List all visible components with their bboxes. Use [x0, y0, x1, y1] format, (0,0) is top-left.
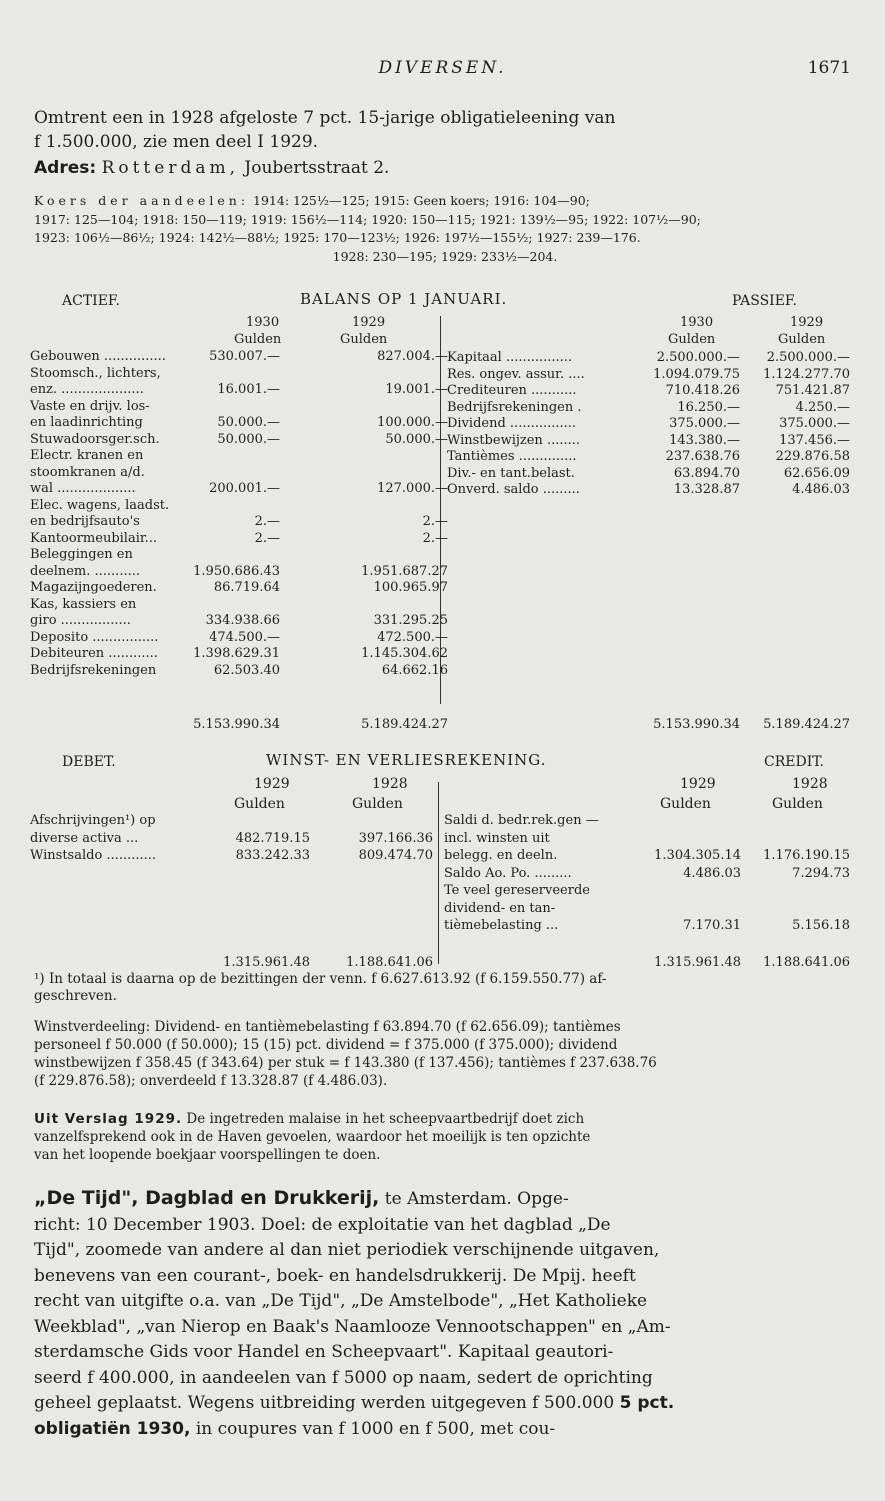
pl-right-unit-1: Gulden: [660, 796, 711, 812]
balance-passief-row-label: Winstbewijzen ........: [447, 432, 580, 448]
de-tijd-line-3: Tijd", zoomede van andere al dan niet periodiek verschijnende uitgaven,: [34, 1240, 660, 1260]
pl-credit-heading: CREDIT.: [764, 754, 824, 770]
balance-actief-row-label: Gebouwen ...............: [30, 349, 166, 364]
footnote-line-1: ¹) In totaal is daarna op de bezittingen der venn. f 6.627.613.92 (f 6.159.550.77) af-: [34, 971, 607, 987]
pl-credit-row-label: Saldi d. bedr.rek.gen —: [444, 813, 599, 828]
company-name: „De Tijd", Dagblad en Drukkerij,: [34, 1187, 380, 1209]
balance-passief-row-value-a: 16.250.—: [677, 399, 740, 415]
balance-passief-row-value-a: 63.894.70: [673, 465, 740, 481]
balance-total-right-a: 5.153.990.34: [653, 717, 740, 732]
report-excerpt-line-2: vanzelfsprekend ook in de Haven gevoelen, waardoor het moeilijk is ten opzichte: [34, 1129, 591, 1145]
balance-passief-row-value-b: 375.000.—: [779, 416, 850, 431]
balance-actief-row-label: Kantoormeubilair...: [30, 530, 158, 546]
de-tijd-line-1: te Amsterdam. Opge-: [384, 1189, 569, 1209]
balance-actief-row-label: stoomkranen a/d.: [30, 464, 145, 480]
balance-passief-row-value-a: 13.328.87: [673, 482, 740, 497]
balance-actief-row-label: Stuwadoorsger.sch.: [30, 431, 160, 447]
footnote-line-2: geschreven.: [34, 988, 117, 1004]
pl-credit-row-label: belegg. en deeln.: [444, 848, 558, 863]
balance-passief-row-value-b: 1.124.277.70: [763, 366, 850, 382]
pl-credit-row-label: tièmebelasting ...: [444, 918, 559, 933]
balance-actief-row-value-a: 474.500.—: [209, 629, 280, 645]
pl-right-year-1: 1929: [680, 776, 716, 792]
balance-passief-row-value-a: 2.500.000.—: [656, 350, 740, 365]
balance-actief-row-label: Deposito ................: [30, 629, 159, 645]
balance-actief-row-value-b: 1.951.687.27: [361, 563, 448, 579]
balance-passief-row-label: Onverd. saldo .........: [447, 482, 580, 497]
balance-passief-row-label: Tantièmes ..............: [447, 449, 577, 464]
pl-credit-row-value-b: 1.176.190.15: [763, 848, 850, 863]
address-city: Rotterdam,: [101, 158, 239, 178]
balance-actief-row-value-a: 1.950.686.43: [193, 563, 280, 579]
de-tijd-entry: [34, 1186, 856, 1442]
de-tijd-line-8: seerd f 400.000, in aandeelen van f 5000 op naam, sedert de oprichting: [34, 1367, 653, 1388]
balance-passief-row-label: Kapitaal ................: [447, 350, 573, 365]
balance-actief-row-label: Beleggingen en: [30, 547, 133, 562]
footnote: [34, 971, 856, 1005]
balance-passief-row-value-b: 4.486.03: [792, 482, 850, 497]
page-number: 1671: [807, 58, 851, 78]
balance-actief-row-value-b: 331.295.25: [373, 613, 448, 628]
pl-debet-row-value-a: 833.242.33: [235, 848, 310, 863]
report-excerpt-label: Uit Verslag 1929.: [34, 1111, 183, 1127]
pl-credit-row-value-a: 1.304.305.14: [654, 848, 741, 863]
share-prices-line-4: 1928: 230—195; 1929: 233½—204.: [332, 248, 558, 264]
pl-right-unit-2: Gulden: [772, 796, 823, 812]
share-prices: [34, 192, 856, 266]
balance-actief-row-label: Stoomsch., lichters,: [30, 365, 161, 381]
pl-total-right-a: 1.315.961.48: [654, 955, 741, 970]
balance-passief-row-label: Res. ongev. assur. ....: [447, 366, 585, 382]
balance-passief-row-value-a: 710.418.26: [665, 383, 740, 398]
pl-title: WINST- EN VERLIESREKENING.: [266, 751, 547, 769]
de-tijd-line-4: benevens van een courant-, boek- en handelsdrukkerij. De Mpij. heeft: [34, 1265, 636, 1286]
balance-actief-row-value-a: 200.001.—: [209, 481, 280, 496]
balance-left-unit-1: Gulden: [234, 332, 282, 347]
de-tijd-line-7: sterdamsche Gids voor Handel en Scheepvaart". Kapitaal geautori-: [34, 1342, 614, 1362]
pl-left-unit-1: Gulden: [234, 796, 285, 812]
balance-actief-row-value-b: 2.—: [422, 530, 448, 546]
balance-actief-heading: ACTIEF.: [62, 293, 120, 309]
pl-credit-row-value-a: 7.170.31: [683, 918, 741, 933]
pl-credit-row-label: Te veel gereserveerde: [444, 883, 590, 898]
balance-actief-row-label: Kas, kassiers en: [30, 596, 137, 612]
report-excerpt: [34, 1110, 856, 1164]
pl-right-year-2: 1928: [792, 776, 828, 792]
balance-passief-row-value-a: 237.638.76: [665, 449, 740, 464]
pl-left-year-1: 1929: [254, 776, 290, 792]
balance-right-unit-1: Gulden: [668, 332, 716, 347]
balance-actief-row-value-b: 2.—: [422, 514, 448, 529]
profit-distribution-line-2: personeel f 50.000 (f 50.000); 15 (15) pct. dividend = f 375.000 (f 375.000); dividend: [34, 1037, 618, 1053]
balance-right-unit-2: Gulden: [778, 332, 826, 347]
report-excerpt-line-3: van het loopende boekjaar voorspellingen te doen.: [34, 1147, 381, 1163]
balance-passief-row-value-b: 137.456.—: [779, 432, 850, 448]
pl-debet-row-label: diverse activa ...: [30, 830, 139, 846]
pl-left-unit-2: Gulden: [352, 796, 403, 812]
balance-actief-row-label: en bedrijfsauto's: [30, 514, 140, 529]
balance-right-year-1: 1930: [680, 315, 714, 330]
balance-actief-row-label: enz. ....................: [30, 382, 144, 397]
pl-credit-row-label: dividend- en tan-: [444, 900, 556, 916]
pl-credit-row-value-b: 7.294.73: [792, 865, 850, 881]
pl-left-year-2: 1928: [372, 776, 408, 792]
balance-actief-row-label: en laadinrichting: [30, 415, 143, 430]
balance-actief-row-value-b: 827.004.—: [377, 349, 448, 364]
pl-credit-row-label: incl. winsten uit: [444, 830, 550, 846]
profit-distribution-line-1: Winstverdeeling: Dividend- en tantièmebelasting f 63.894.70 (f 62.656.09); tantièmes: [34, 1019, 621, 1035]
balance-actief-row-value-a: 334.938.66: [205, 613, 280, 628]
balance-actief-row-label: Elec. wagens, laadst.: [30, 497, 170, 513]
profit-distribution-line-3: winstbewijzen f 358.45 (f 343.64) per stuk = f 143.380 (f 137.456); tantièmes f 237.638.76: [34, 1055, 657, 1071]
balance-actief-row-value-a: 86.719.64: [213, 580, 280, 595]
share-prices-label: Koers der aandeelen:: [34, 193, 250, 208]
balance-actief-row-value-b: 100.000.—: [377, 415, 448, 430]
report-excerpt-line-1: De ingetreden malaise in het scheepvaartbedrijf doet zich: [186, 1111, 585, 1127]
balance-actief-row-value-b: 100.965.97: [373, 580, 448, 595]
balance-actief-row-value-b: 472.500.—: [377, 629, 448, 645]
pl-credit-row-value-b: 5.156.18: [792, 918, 850, 933]
balance-actief-row-value-b: 127.000.—: [377, 481, 448, 496]
share-prices-line-1: 1914: 125½—125; 1915: Geen koers; 1916: 104—90;: [253, 193, 590, 208]
address-label: Adres:: [34, 158, 97, 178]
balance-actief-row-label: Electr. kranen en: [30, 448, 144, 463]
pl-credit-row-label: Saldo Ao. Po. .........: [444, 865, 572, 881]
balance-actief-row-label: Bedrijfsrekeningen: [30, 662, 157, 678]
balance-actief-row-value-b: 64.662.16: [381, 662, 448, 678]
balance-left-year-1: 1930: [246, 315, 280, 330]
pl-debet-row-value-b: 809.474.70: [358, 848, 433, 863]
balance-passief-row-value-b: 2.500.000.—: [766, 350, 850, 365]
balance-actief-row-value-b: 50.000.—: [385, 431, 448, 447]
address-street: Joubertsstraat 2.: [244, 158, 390, 178]
profit-distribution-line-4: (f 229.876.58); onverdeeld f 13.328.87 (f 4.486.03).: [34, 1073, 388, 1089]
pl-total-right-b: 1.188.641.06: [763, 955, 850, 970]
share-prices-line-3: 1923: 106½—86½; 1924: 142½—88½; 1925: 170—123½; 1926: 197½—155½; 1927: 239—176.: [34, 230, 641, 245]
balance-actief-row-value-a: 2.—: [254, 530, 280, 546]
balance-passief-row-value-a: 375.000.—: [669, 416, 740, 431]
balance-actief-row-value-b: 19.001.—: [385, 382, 448, 397]
balance-actief-row-value-b: 1.145.304.62: [361, 646, 448, 661]
balance-passief-row-value-b: 62.656.09: [783, 465, 850, 481]
running-title: DIVERSEN.: [378, 58, 507, 78]
pl-debet-heading: DEBET.: [62, 754, 116, 770]
balance-passief-heading: PASSIEF.: [732, 293, 797, 309]
pl-credit-row-value-a: 4.486.03: [683, 865, 741, 881]
balance-passief-row-label: Crediteuren ...........: [447, 383, 577, 398]
pl-divider: [438, 782, 439, 964]
balance-actief-row-label: Magazijngoederen.: [30, 580, 157, 595]
balance-actief-row-label: deelnem. ...........: [30, 563, 140, 579]
intro-line-1: Omtrent een in 1928 afgeloste 7 pct. 15-jarige obligatieleening van: [34, 108, 616, 128]
share-prices-line-2: 1917: 125—104; 1918: 150—119; 1919: 156½—114; 1920: 150—115; 1921: 139½—95; 1922: 107½—90;: [34, 211, 701, 227]
intro-line-2: f 1.500.000, zie men deel I 1929.: [34, 132, 319, 152]
pl-total-left-b: 1.188.641.06: [346, 955, 433, 970]
balance-actief-row-value-a: 1.398.629.31: [193, 646, 280, 661]
de-tijd-line-6: Weekblad", „van Nierop en Baak's Naamlooze Vennootschappen" en „Am-: [34, 1316, 671, 1337]
pl-debet-row-label: Winstsaldo ............: [30, 848, 157, 863]
pl-debet-row-value-b: 397.166.36: [358, 830, 433, 846]
balance-passief-row-value-a: 1.094.079.75: [653, 366, 740, 382]
de-tijd-line-5: recht van uitgifte o.a. van „De Tijd", „De Amstelbode", „Het Katholieke: [34, 1291, 648, 1311]
balance-actief-row-label: Vaste en drijv. los-: [30, 398, 150, 414]
balance-actief-row-value-a: 62.503.40: [213, 662, 280, 678]
balance-passief-row-label: Div.- en tant.belast.: [447, 465, 575, 481]
balance-actief-row-label: giro .................: [30, 613, 131, 628]
balance-actief-row-label: Debiteuren ............: [30, 646, 158, 661]
balance-actief-row-value-a: 2.—: [254, 514, 280, 529]
profit-distribution: [34, 1018, 856, 1090]
address-line: [34, 156, 856, 180]
pl-total-left-a: 1.315.961.48: [223, 955, 310, 970]
bond-title: obligatiën 1930,: [34, 1418, 191, 1439]
bond-rate: 5 pct.: [619, 1393, 675, 1413]
pl-debet-row-label: Afschrijvingen¹) op: [30, 813, 156, 828]
balance-right-year-2: 1929: [790, 315, 824, 330]
de-tijd-line-9: geheel geplaatst. Wegens uitbreiding werden uitgegeven f 500.000: [34, 1393, 615, 1413]
balance-actief-row-value-a: 50.000.—: [217, 431, 280, 447]
balance-passief-row-value-b: 751.421.87: [775, 383, 850, 398]
balance-left-year-2: 1929: [352, 315, 386, 330]
balance-total-left-a: 5.153.990.34: [193, 717, 280, 732]
balance-passief-row-value-b: 229.876.58: [775, 449, 850, 464]
balance-actief-row-label: wal ...................: [30, 481, 136, 496]
balance-left-unit-2: Gulden: [340, 332, 388, 347]
balance-passief-row-label: Bedrijfsrekeningen .: [447, 399, 582, 415]
balance-total-left-b: 5.189.424.27: [361, 717, 448, 732]
balance-passief-row-value-a: 143.380.—: [669, 432, 740, 448]
page-header: [0, 58, 885, 88]
balance-actief-row-value-a: 50.000.—: [217, 415, 280, 430]
balance-actief-row-value-a: 16.001.—: [217, 382, 280, 397]
balance-title: BALANS OP 1 JANUARI.: [300, 290, 508, 308]
balance-passief-row-label: Dividend ................: [447, 416, 577, 431]
de-tijd-line-2: richt: 10 December 1903. Doel: de exploitatie van het dagblad „De: [34, 1214, 611, 1235]
de-tijd-line-10: in coupures van f 1000 en f 500, met cou-: [195, 1418, 556, 1439]
balance-total-right-b: 5.189.424.27: [763, 717, 850, 732]
pl-debet-row-value-a: 482.719.15: [235, 830, 310, 846]
balance-actief-row-value-a: 530.007.—: [209, 349, 280, 364]
balance-passief-row-value-b: 4.250.—: [795, 399, 850, 415]
